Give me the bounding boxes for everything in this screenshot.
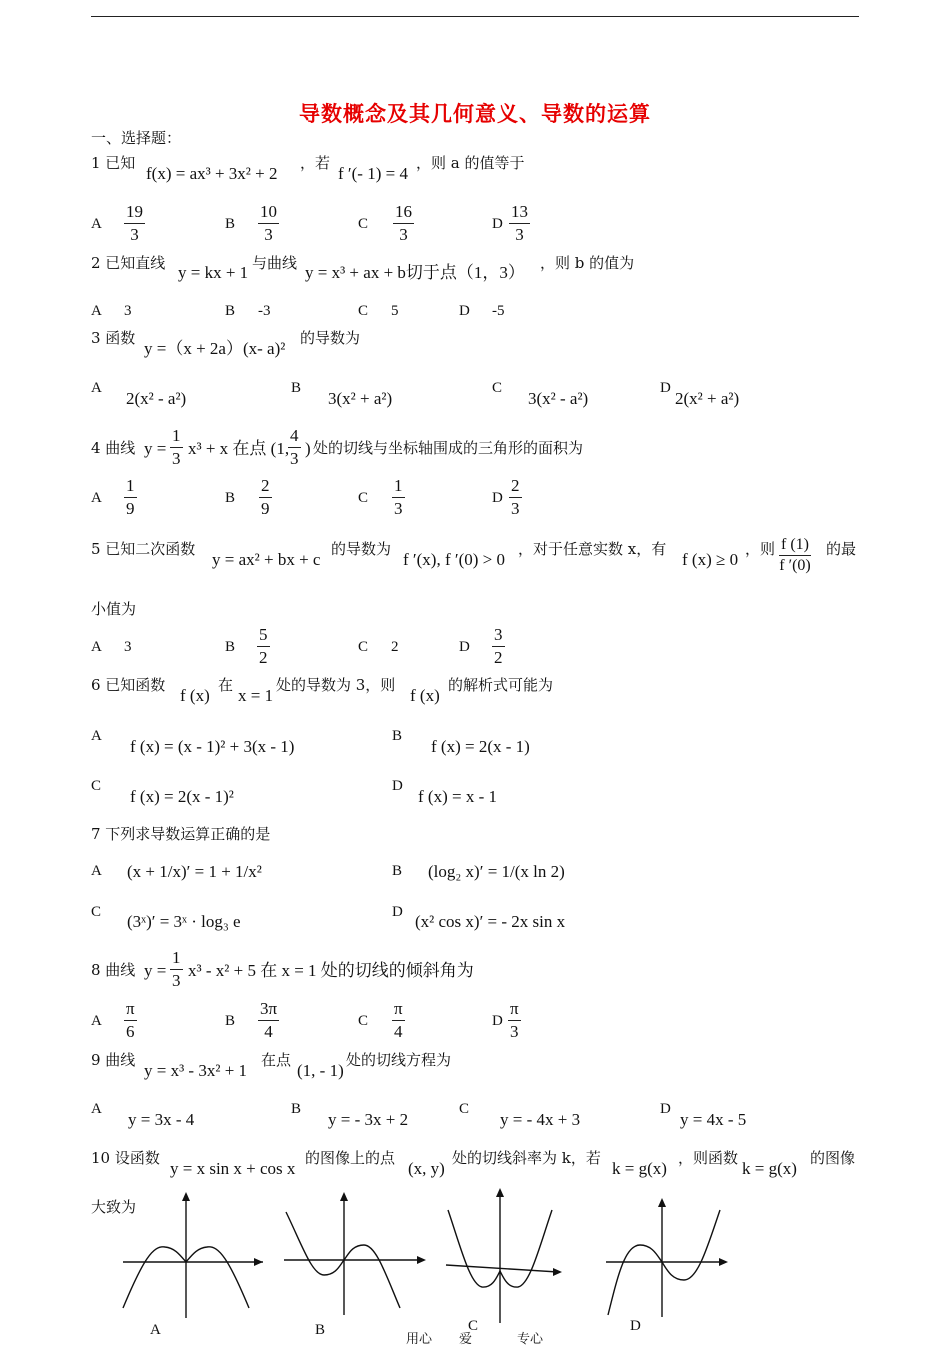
q9-option-a-label[interactable]: A bbox=[91, 1101, 102, 1117]
q6-expr3: f (x) bbox=[410, 686, 440, 705]
q6-stem-d: 的解析式可能为 bbox=[448, 676, 554, 694]
q1-option-d-label[interactable]: D bbox=[492, 216, 503, 232]
q1-option-c-label[interactable]: C bbox=[358, 216, 369, 232]
q4-expr-mid: x³ + x 在点 (1, bbox=[188, 439, 290, 458]
q9-stem-c: 处的切线方程为 bbox=[346, 1051, 452, 1069]
q4-stem: 4 曲线 bbox=[91, 439, 136, 457]
q8-option-c-label[interactable]: C bbox=[358, 1013, 369, 1029]
q4-stem-b: 处的切线与坐标轴围成的三角形的面积为 bbox=[313, 439, 584, 457]
q5-option-b-label[interactable]: B bbox=[225, 639, 236, 655]
q8-expr-pre: y = bbox=[144, 961, 167, 980]
q1-option-a-value: $\frac{19}{3}$ bbox=[126, 202, 143, 244]
q8-option-a-label[interactable]: A bbox=[91, 1013, 102, 1029]
q5-option-a-value: 3 bbox=[124, 639, 132, 655]
q9-option-d-label[interactable]: D bbox=[660, 1101, 671, 1117]
q1-stem-b: ，若 bbox=[300, 154, 331, 172]
q7-option-a-value: (x + 1/x)′ = 1 + 1/x² bbox=[127, 862, 262, 881]
q1-expr2: f ′(- 1) = 4 bbox=[338, 164, 408, 183]
q5-stem-c: ，对于任意实数 x，有 bbox=[518, 540, 667, 558]
q5-option-c-value: 2 bbox=[391, 639, 399, 655]
q4-option-c-value: $\frac{1}{3}$ bbox=[394, 476, 403, 518]
q1-stem-c: ，则 a 的值等于 bbox=[416, 154, 525, 172]
q9-option-b-label[interactable]: B bbox=[291, 1101, 302, 1117]
q8-option-c-value: $\frac{\pi}{4}$ bbox=[394, 999, 403, 1041]
footer-right-text: 专心 bbox=[517, 1332, 544, 1347]
q10-stem-c: 处的切线斜率为 k，若 bbox=[452, 1149, 601, 1167]
q2-expr: y = kx + 1 bbox=[178, 263, 249, 282]
q6-option-d-value: f (x) = x - 1 bbox=[418, 787, 497, 806]
q8-option-b-value: $\frac{3\pi}{4}$ bbox=[260, 999, 278, 1041]
q4-expr-post: ) bbox=[305, 439, 311, 458]
q4-option-c-label[interactable]: C bbox=[358, 490, 369, 506]
q2-stem-b: 与曲线 bbox=[252, 254, 298, 272]
q4-option-b-value: $\frac{2}{9}$ bbox=[261, 476, 270, 518]
q7-option-d-value: (x² cos x)′ = - 2x sin x bbox=[415, 912, 566, 931]
footer-mid-text: 爱 bbox=[459, 1332, 473, 1347]
q6-expr2: x = 1 bbox=[238, 686, 274, 705]
q10-stem-e: 的图像 bbox=[810, 1149, 856, 1167]
q6-option-a-value: f (x) = (x - 1)² + 3(x - 1) bbox=[130, 737, 295, 756]
q4-point-fraction: $\frac{4}{3}$ bbox=[290, 426, 299, 468]
q2-option-b-label[interactable]: B bbox=[225, 303, 236, 319]
q2-expr2: y = x³ + ax + b切于点（1，3） bbox=[305, 263, 525, 282]
q10-graph-c bbox=[440, 1185, 565, 1325]
q10-graph-d-label[interactable]: D bbox=[630, 1318, 641, 1334]
q3-option-b-value: 3(x² + a²) bbox=[328, 389, 393, 408]
q3-stem: 3 函数 bbox=[91, 329, 136, 347]
q3-stem-b: 的导数为 bbox=[300, 329, 361, 347]
q7-option-b-label[interactable]: B bbox=[392, 863, 403, 879]
q1-option-b-label[interactable]: B bbox=[225, 216, 236, 232]
footer-left-text: 用心 bbox=[406, 1332, 433, 1347]
q6-option-b-label[interactable]: B bbox=[392, 728, 403, 744]
q8-option-a-value: $\frac{\pi}{6}$ bbox=[126, 999, 135, 1041]
q5-stem: 5 已知二次函数 bbox=[91, 540, 196, 558]
q8-stem: 8 曲线 bbox=[91, 961, 136, 979]
q1-stem: 1 已知 bbox=[91, 154, 136, 172]
q3-option-d-value: 2(x² + a²) bbox=[675, 389, 740, 408]
q9-stem: 9 曲线 bbox=[91, 1051, 136, 1069]
q10-graph-b bbox=[280, 1190, 430, 1320]
q5-option-d-label[interactable]: D bbox=[459, 639, 470, 655]
q10-graph-b-label[interactable]: B bbox=[315, 1322, 326, 1338]
q8-option-b-label[interactable]: B bbox=[225, 1013, 236, 1029]
q7-option-d-label[interactable]: D bbox=[392, 904, 403, 920]
q6-stem-b: 在 bbox=[218, 676, 234, 694]
q3-option-a-value: 2(x² - a²) bbox=[126, 389, 187, 408]
header-rule bbox=[91, 16, 859, 17]
q8-option-d-label[interactable]: D bbox=[492, 1013, 503, 1029]
q8-option-d-value: $\frac{\pi}{3}$ bbox=[510, 999, 519, 1041]
q5-stem-f: 小值为 bbox=[91, 600, 137, 618]
q2-option-b-value: -3 bbox=[258, 303, 271, 319]
q5-stem-d: ，则 bbox=[745, 540, 776, 558]
q9-option-a-value: y = 3x - 4 bbox=[128, 1110, 195, 1129]
q4-option-d-value: $\frac{2}{3}$ bbox=[511, 476, 520, 518]
q2-option-a-value: 3 bbox=[124, 303, 132, 319]
q10-graph-a-label[interactable]: A bbox=[150, 1322, 161, 1338]
q3-option-c-value: 3(x² - a²) bbox=[528, 389, 589, 408]
q2-option-c-label[interactable]: C bbox=[358, 303, 369, 319]
q5-expr: y = ax² + bx + c bbox=[212, 550, 321, 569]
q10-expr: y = x sin x + cos x bbox=[170, 1159, 296, 1178]
q5-expr3: f (x) ≥ 0 bbox=[682, 550, 739, 569]
q2-option-c-value: 5 bbox=[391, 303, 399, 319]
q2-option-d-value: -5 bbox=[492, 303, 505, 319]
q6-expr: f (x) bbox=[180, 686, 210, 705]
q4-option-a-value: $\frac{1}{9}$ bbox=[126, 476, 135, 518]
q2-option-d-label[interactable]: D bbox=[459, 303, 470, 319]
q2-option-a-label[interactable]: A bbox=[91, 303, 102, 319]
q6-option-a-label[interactable]: A bbox=[91, 728, 102, 744]
q10-stem: 10 设函数 bbox=[91, 1149, 160, 1167]
q2-stem-c: ，则 b 的值为 bbox=[540, 254, 635, 272]
q4-option-d-label[interactable]: D bbox=[492, 490, 503, 506]
q4-expr-pre: y = bbox=[144, 439, 167, 458]
q10-expr3: k = g(x) bbox=[612, 1159, 667, 1178]
q9-expr: y = x³ - 3x² + 1 bbox=[144, 1061, 248, 1080]
q5-option-a-label[interactable]: A bbox=[91, 639, 102, 655]
q10-stem-d: ，则函数 bbox=[678, 1149, 739, 1167]
q5-option-b-value: $\frac{5}{2}$ bbox=[259, 625, 268, 667]
q1-option-c-value: $\frac{16}{3}$ bbox=[395, 202, 412, 244]
q10-stem-f: 大致为 bbox=[91, 1198, 137, 1216]
q5-stem-e: 的最 bbox=[826, 540, 857, 558]
q6-option-c-value: f (x) = 2(x - 1)² bbox=[130, 787, 234, 806]
q7-option-c-label[interactable]: C bbox=[91, 904, 102, 920]
q5-ratio-fraction: $\frac{f (1)}{f '(0)}$ bbox=[779, 536, 811, 574]
q9-option-c-value: y = - 4x + 3 bbox=[500, 1110, 581, 1129]
q10-graph-d bbox=[600, 1195, 735, 1320]
section-heading: 一、选择题： bbox=[91, 129, 182, 147]
q5-expr2: f ′(x), f ′(0) > 0 bbox=[403, 550, 505, 569]
q6-stem-c: 处的导数为 3，则 bbox=[276, 676, 396, 694]
q1-option-b-value: $\frac{10}{3}$ bbox=[260, 202, 277, 244]
q4-coef-fraction: $\frac{1}{3}$ bbox=[172, 426, 181, 468]
q9-option-c-label[interactable]: C bbox=[459, 1101, 470, 1117]
q7-option-b-value: (log₂ x)′ = 1/(x ln 2) bbox=[428, 862, 565, 881]
q10-expr2: (x, y) bbox=[408, 1159, 445, 1178]
q10-graph-a bbox=[115, 1190, 265, 1320]
q4-option-a-label[interactable]: A bbox=[91, 490, 102, 506]
q9-option-d-value: y = 4x - 5 bbox=[680, 1110, 747, 1129]
q4-option-b-label[interactable]: B bbox=[225, 490, 236, 506]
q5-stem-b: 的导数为 bbox=[331, 540, 392, 558]
q7-option-c-value: (3ˣ)′ = 3ˣ · log₃ e bbox=[127, 912, 241, 931]
q1-option-a-label[interactable]: A bbox=[91, 216, 102, 232]
q6-option-b-value: f (x) = 2(x - 1) bbox=[431, 737, 530, 756]
q6-stem: 6 已知函数 bbox=[91, 676, 166, 694]
q10-graph-c-label[interactable]: C bbox=[468, 1318, 479, 1334]
q1-option-d-value: $\frac{13}{3}$ bbox=[511, 202, 528, 244]
page-title: 导数概念及其几何意义、导数的运算 bbox=[299, 102, 651, 126]
q2-stem: 2 已知直线 bbox=[91, 254, 166, 272]
q10-expr4: k = g(x) bbox=[742, 1159, 797, 1178]
q5-option-c-label[interactable]: C bbox=[358, 639, 369, 655]
q6-option-c-label[interactable]: C bbox=[91, 778, 102, 794]
q5-option-d-value: $\frac{3}{2}$ bbox=[494, 625, 503, 667]
q9-stem-b: 在点 bbox=[261, 1051, 292, 1069]
q7-stem: 7 下列求导数运算正确的是 bbox=[91, 825, 271, 843]
q9-option-b-value: y = - 3x + 2 bbox=[328, 1110, 409, 1129]
q8-coef-fraction: $\frac{1}{3}$ bbox=[172, 948, 181, 990]
q6-option-d-label[interactable]: D bbox=[392, 778, 403, 794]
q3-option-b-label[interactable]: B bbox=[291, 380, 302, 396]
q3-expr: y =（x + 2a）(x- a)² bbox=[144, 339, 286, 358]
q9-expr2: (1, - 1) bbox=[297, 1061, 344, 1080]
q10-stem-b: 的图像上的点 bbox=[305, 1149, 396, 1167]
q7-option-a-label[interactable]: A bbox=[91, 863, 102, 879]
q3-option-d-label[interactable]: D bbox=[660, 380, 671, 396]
q1-expr: f(x) = ax³ + 3x² + 2 bbox=[146, 164, 278, 183]
q3-option-a-label[interactable]: A bbox=[91, 380, 102, 396]
q3-option-c-label[interactable]: C bbox=[492, 380, 503, 396]
q8-expr-mid: x³ - x² + 5 在 x = 1 处的切线的倾斜角为 bbox=[188, 961, 474, 980]
